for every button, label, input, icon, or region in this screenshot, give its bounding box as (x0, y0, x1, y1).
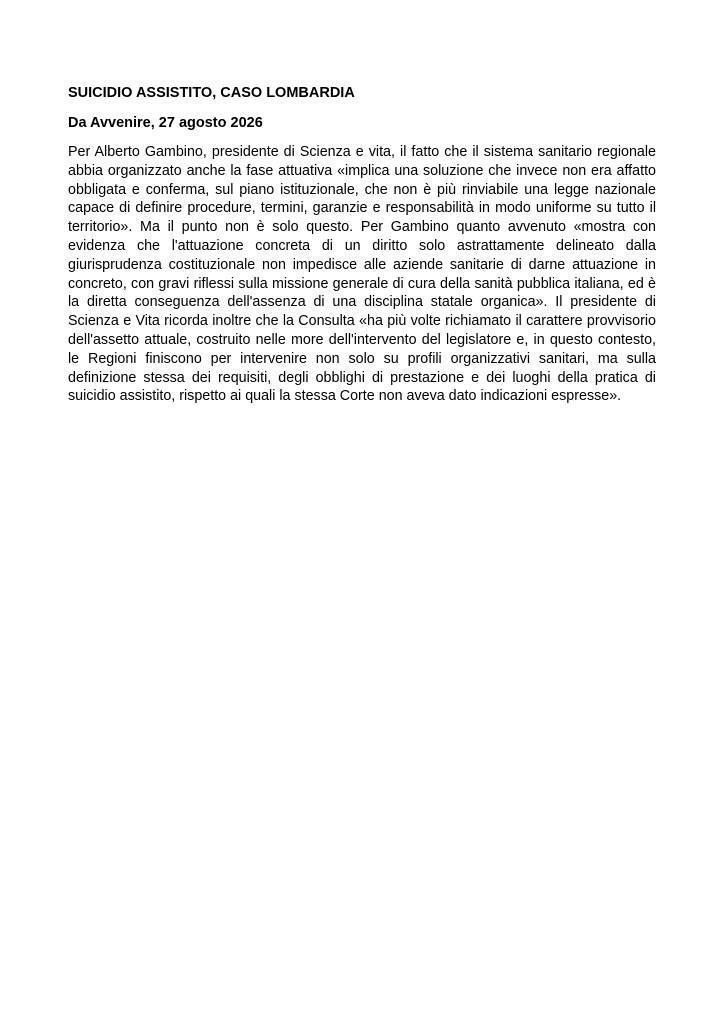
document-content (68, 84, 656, 406)
body-paragraph: Per Alberto Gambino, presidente di Scienza e vita, il fatto che il sistema sanitario regionale abbia organizzato anche la fase attuativa «implica una soluzione che invece non era affatto obbligata e conferma, sul piano istituzionale, che non è più rinviabile una legge nazionale capace di definire procedure, termini, garanzie e responsabilità in modo uniforme su tutto il territorio». Ma il punto non è solo questo. Per Gambino quanto avvenuto «mostra con evidenza che l'attuazione concreta di un diritto solo astrattamente delineato dalla giurisprudenza costituzionale non impedisce alle aziende sanitarie di darne attuazione in concreto, con gravi riflessi sulla missione generale di cura della sanità pubblica italiana, ed è la diretta conseguenza dell'assenza di una disciplina statale organica». Il presidente di Scienza e Vita ricorda inoltre che la Consulta «ha più volte richiamato il carattere provvisorio dell'assetto attuale, costruito nelle more dell'intervento del legislatore e, in questo contesto, le Regioni finiscono per intervenire non solo su profili organizzativi sanitari, ma sulla definizione stessa dei requisiti, degli obblighi di prestazione e dei luoghi della pratica di suicidio assistito, rispetto ai quali la stessa Corte non aveva dato indicazioni espresse». (68, 144, 656, 405)
source-line: Da Avvenire, 27 agosto 2026 (68, 115, 263, 131)
document-title: SUICIDIO ASSISTITO, CASO LOMBARDIA (68, 85, 355, 101)
